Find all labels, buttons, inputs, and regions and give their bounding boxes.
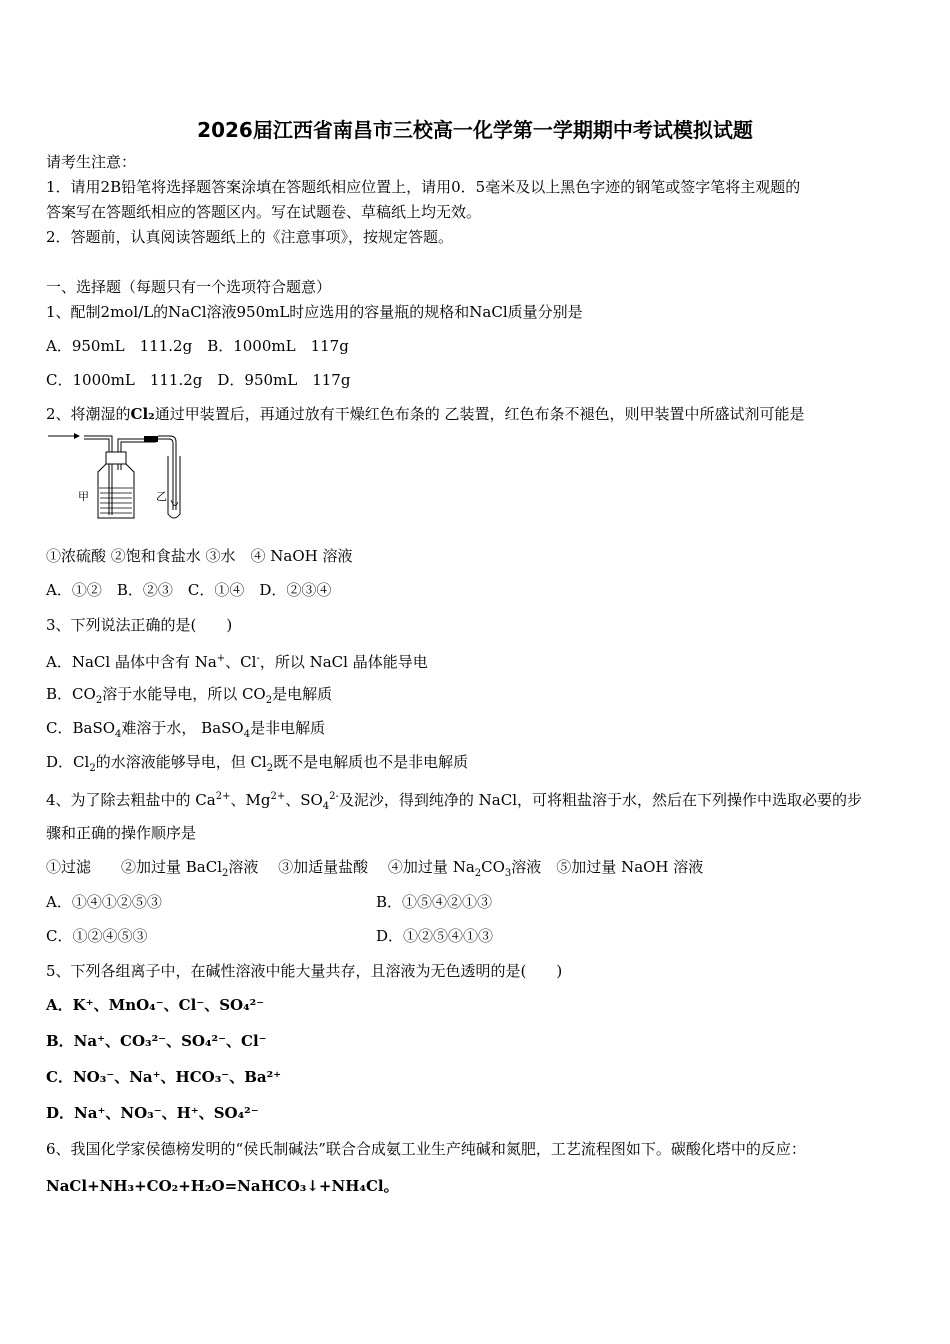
q1-options-ab: A．950mL 111.2g B．1000mL 117g [46,337,349,355]
q3-a-post: ，所以 NaCl 晶体能导电 [259,653,428,671]
q2-reagents: ①浓硫酸 ②饱和食盐水 ③水 ④ NaOH 溶液 [46,547,353,565]
q3-d-mid: 的水溶液能够导电，但 Cl [95,753,267,771]
q3-c-mid: 难溶于水， BaSO [121,719,244,737]
q4-stem-2: 骤和正确的操作顺序是 [46,824,197,842]
gas-apparatus-figure [44,430,194,530]
arrow-head-icon [74,433,80,439]
rubber-connector [144,436,158,442]
chem-cl2: Cl₂ [130,405,155,423]
q3-option-a [46,649,428,672]
sub-4: 4 [322,801,330,812]
notice-heading: 请考生注意： [46,153,137,171]
q3-a-mid: 、Cl [225,653,257,671]
label-jia: 甲 [78,490,89,503]
bottle-liquid [99,488,133,513]
q4-option-b: B．①⑤④②①③ [376,893,493,911]
section-heading: 一、选择题（每题只有一个选项符合题意） [46,278,332,296]
q3-stem: 3、下列说法正确的是( ) [46,616,233,634]
q1-stem: 1、配制2mol/L的NaCl溶液950mL时应选用的容量瓶的规格和NaCl质量分别是 [46,303,583,321]
gas-washing-bottle [98,464,134,518]
q2-options: A．①② B．②③ C．①④ D．②③④ [46,581,332,599]
q5-stem: 5、下列各组离子中，在碱性溶液中能大量共存，且溶液为无色透明的是( ) [46,962,563,980]
q3-d-pre: D．Cl [46,753,90,771]
q6-equation: NaCl+NH₃+CO₂+H₂O=NaHCO₃↓+NH₄Cl。 [46,1177,399,1195]
sub-2: 2 [222,868,229,879]
q4-options-cd [46,926,906,946]
bottle-stopper [106,452,126,464]
sub-4: 4 [115,729,122,740]
q2-stem [46,404,805,424]
sub-2: 2 [89,763,96,774]
q4-ops-post: 溶液 ⑤加过量 NaOH 溶液 [511,858,704,876]
q3-c-post: 是非电解质 [250,719,326,737]
test-tube [168,456,180,518]
q5-option-d: D．Na⁺、NO₃⁻、H⁺、SO₄²⁻ [46,1104,259,1122]
notice-item-1a: 1．请用2B铅笔将选择题答案涂填在答题纸相应位置上，请用0．5毫米及以上黑色字迹的钢笔或签字笔将主观题的 [46,178,801,196]
sub-2: 2 [266,763,274,774]
q4-option-d: D．①②⑤④①③ [376,927,494,945]
sub-2: 2 [474,868,482,879]
q3-option-d [46,752,468,779]
sup-minus: - [256,653,260,664]
sup-2minus: 2- [329,791,339,802]
q5-option-b: B．Na⁺、CO₃²⁻、SO₄²⁻、Cl⁻ [46,1032,267,1050]
notice-item-1b: 答案写在答题纸相应的答题区内。写在试题卷、草稿纸上均无效。 [46,203,482,221]
q4-options-ab [46,892,906,912]
q4-stem-post: 及泥沙，得到纯净的 NaCl，可将粗盐溶于水，然后在下列操作中选取必要的步 [338,791,863,809]
sup-2plus: 2+ [270,791,286,802]
q4-stem [46,787,862,817]
q4-option-a: A．①④①②⑤③ [46,893,162,911]
q3-c-pre: C．BaSO [46,719,116,737]
q5-option-a: A．K⁺、MnO₄⁻、Cl⁻、SO₄²⁻ [46,996,265,1014]
q3-a-pre: A．NaCl 晶体中含有 Na [46,653,217,671]
q3-d-post: 既不是电解质也不是非电解质 [273,753,469,771]
sub-2: 2 [265,695,273,706]
q3-option-c [46,718,325,745]
label-yi: 乙 [156,490,167,503]
q4-operations [46,857,703,884]
q4-ops-mid: 溶液 ③加适量盐酸 ④加过量 Na [228,858,475,876]
q3-b-pre: B．CO [46,685,96,703]
q2-stem-post: 通过甲装置后，再通过放有干燥红色布条的 乙装置，红色布条不褪色，则甲装置中所盛试剂可能是 [154,405,805,423]
sub-3: 3 [504,868,512,879]
q6-stem: 6、我国化学家侯德榜发明的“侯氏制碱法”联合合成氨工业生产纯碱和氮肥，工艺流程图如下。碳酸化塔中的反应： [46,1140,806,1158]
q4-stem-b: 、SO [285,791,323,809]
sup-2plus: 2+ [215,791,231,802]
q3-option-b [46,684,332,711]
q4-stem-pre: 4、为了除去粗盐中的 Ca [46,791,216,809]
sub-2: 2 [95,695,103,706]
q4-stem-a: 、Mg [230,791,271,809]
q4-ops-mid2: CO [481,858,505,876]
cloth-strip [171,500,178,506]
sub-4: 4 [243,729,251,740]
q2-stem-pre: 2、将潮湿的 [46,405,131,423]
q3-b-post: 是电解质 [272,685,333,703]
notice-item-2: 2．答题前，认真阅读答题纸上的《注意事项》，按规定答题。 [46,228,454,246]
sup-plus: + [216,653,226,664]
q4-option-c: C．①②④⑤③ [46,927,148,945]
q4-ops-pre: ①过滤 ②加过量 BaCl [46,858,223,876]
page-title: 2026届江西省南昌市三校高一化学第一学期期中考试模拟试题 [197,118,753,142]
q3-b-mid: 溶于水能导电，所以 CO [102,685,266,703]
q5-option-c: C．NO₃⁻、Na⁺、HCO₃⁻、Ba²⁺ [46,1068,282,1086]
q1-options-cd: C．1000mL 111.2g D．950mL 117g [46,371,351,389]
